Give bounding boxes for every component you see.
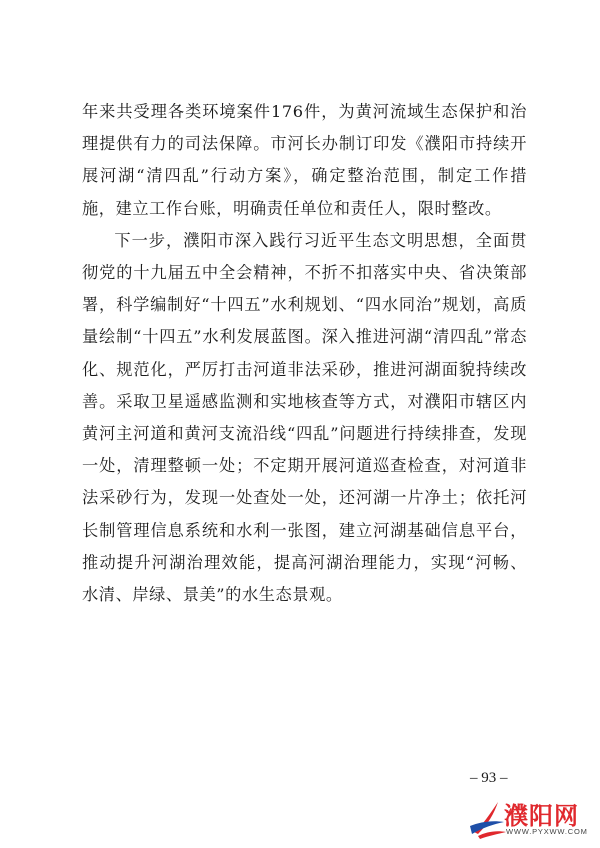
document-body: [82, 96, 527, 611]
paragraph-2: 下一步，濮阳市深入践行习近平生态文明思想，全面贯彻党的十九届五中全会精神，不折不扣落实中央、省决策部署，科学编制好“十四五”水利规划、“四水同治”规划，高质量绘制“十四五”水利发展蓝图。深入推进河湖“清四乱”常态化、规范化，严厉打击河道非法采砂，推进河湖面貌持续改善。采取卫星遥感监测和实地核查等方式，对濮阳市辖区内黄河主河道和黄河支流沿线“四乱”问题进行持续排查，发现一处，清理整顿一处；不定期开展河道巡查检查，对河道非法采砂行为，发现一处查处一处，还河湖一片净土；依托河长制管理信息系统和水利一张图，建立河湖基础信息平台，推动提升河湖治理效能，提高河湖治理能力，实现“河畅、水清、岸绿、景美”的水生态景观。: [82, 230, 527, 605]
swoosh-logo-icon: [468, 796, 508, 840]
page-number: – 93 –: [470, 770, 508, 786]
site-watermark: [468, 796, 594, 840]
paragraph-1: 年来共受理各类环境案件176件，为黄河流域生态保护和治理提供有力的司法保障。市河长办制订印发《濮阳市持续开展河湖“清四乱”行动方案》，确定整治范围，制定工作措施，建立工作台账，明确责任单位和责任人，限时整改。: [82, 102, 527, 218]
watermark-title: 濮阳网: [504, 802, 579, 830]
watermark-url: WWW.PYXWW.COM: [506, 827, 588, 836]
